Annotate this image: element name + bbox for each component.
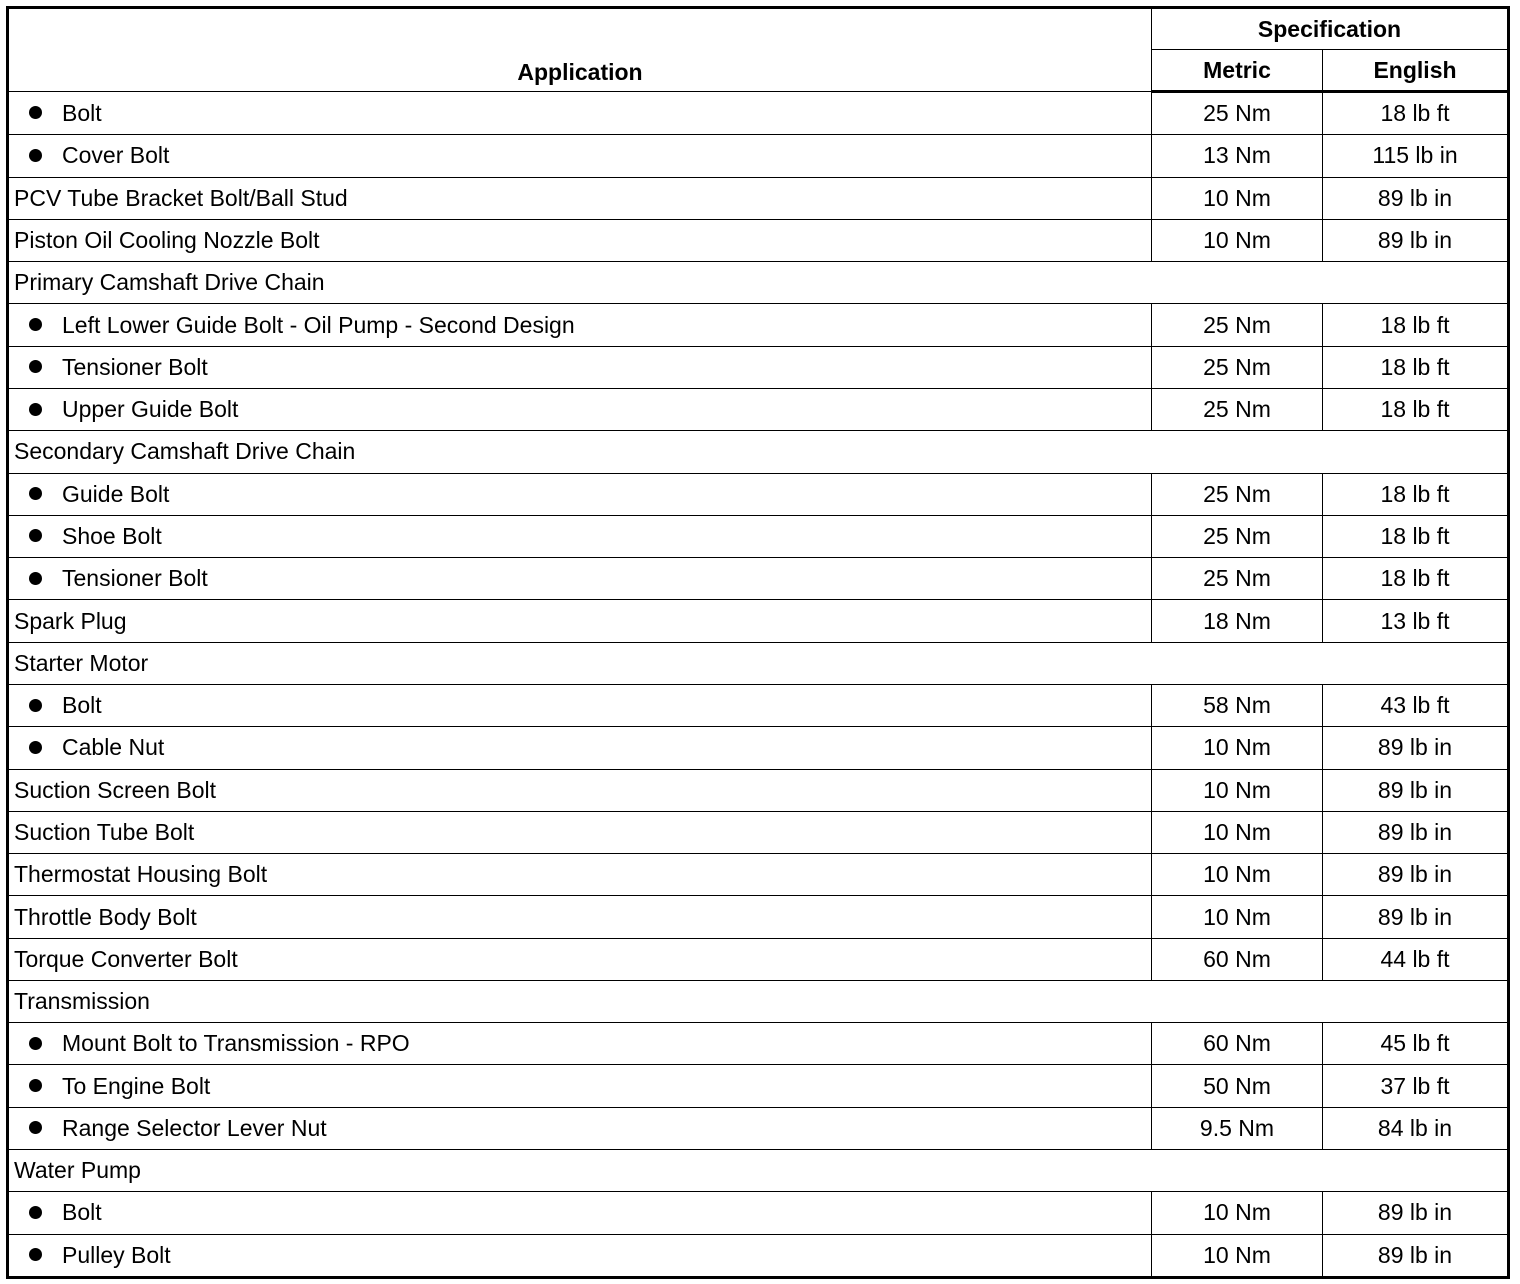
metric-value: 10 Nm — [1152, 769, 1323, 811]
metric-value: 10 Nm — [1152, 1192, 1323, 1234]
group-row — [8, 642, 1509, 684]
application-label: Suction Screen Bolt — [14, 776, 217, 803]
table-row — [8, 346, 1509, 388]
english-value: 89 lb in — [1323, 811, 1509, 853]
application-label: Piston Oil Cooling Nozzle Bolt — [14, 227, 320, 253]
table-row — [8, 388, 1509, 430]
application-label: Throttle Body Bolt — [14, 903, 197, 930]
metric-value: 25 Nm — [1152, 304, 1323, 346]
table-row — [8, 727, 1509, 769]
application-cell — [8, 642, 1509, 684]
english-value: 18 lb ft — [1323, 388, 1509, 430]
application-cell — [8, 896, 1152, 938]
english-value: 89 lb in — [1323, 854, 1509, 896]
table-body — [8, 92, 1509, 1278]
table-row — [8, 473, 1509, 515]
bullet-icon — [29, 1079, 42, 1092]
english-value: 89 lb in — [1323, 1192, 1509, 1234]
english-value: 45 lb ft — [1323, 1023, 1509, 1065]
application-label: Suction Tube Bolt — [14, 818, 195, 845]
application-cell — [8, 262, 1509, 304]
bullet-icon — [29, 1121, 42, 1134]
application-cell — [8, 177, 1152, 219]
english-value: 84 lb in — [1323, 1107, 1509, 1149]
application-label: PCV Tube Bracket Bolt/Ball Stud — [14, 184, 348, 211]
english-value: 18 lb ft — [1323, 346, 1509, 388]
table-row — [8, 92, 1509, 135]
application-label: Tensioner Bolt — [62, 565, 208, 592]
bullet-icon — [29, 149, 42, 162]
group-row — [8, 431, 1509, 473]
table-row — [8, 1107, 1509, 1149]
application-cell — [8, 1150, 1509, 1192]
english-value: 44 lb ft — [1323, 938, 1509, 980]
metric-value: 50 Nm — [1152, 1065, 1323, 1107]
application-cell — [8, 684, 1152, 726]
metric-value: 25 Nm — [1152, 346, 1323, 388]
metric-value: 58 Nm — [1152, 684, 1323, 726]
application-cell — [8, 431, 1509, 473]
english-value: 89 lb in — [1323, 177, 1509, 219]
english-value: 37 lb ft — [1323, 1065, 1509, 1107]
application-cell — [8, 1234, 1152, 1277]
english-value: 89 lb in — [1323, 727, 1509, 769]
application-cell — [8, 600, 1152, 642]
table-row — [8, 1192, 1509, 1234]
english-value: 115 lb in — [1323, 135, 1509, 177]
metric-value: 25 Nm — [1152, 473, 1323, 515]
table-row — [8, 515, 1509, 557]
bullet-icon — [29, 403, 42, 416]
metric-value: 10 Nm — [1152, 854, 1323, 896]
metric-value: 10 Nm — [1152, 219, 1323, 261]
bullet-icon — [29, 572, 42, 585]
bullet-icon — [29, 360, 42, 373]
table-row — [8, 854, 1509, 896]
application-label: Spark Plug — [14, 607, 127, 634]
table-row — [8, 896, 1509, 938]
english-value: 89 lb in — [1323, 769, 1509, 811]
bullet-icon — [29, 487, 42, 500]
metric-value: 18 Nm — [1152, 600, 1323, 642]
application-header: Application — [8, 8, 1152, 92]
table-row — [8, 304, 1509, 346]
application-cell — [8, 219, 1152, 261]
application-cell — [8, 135, 1152, 177]
bullet-icon — [29, 741, 42, 754]
application-label: Starter Motor — [14, 649, 149, 676]
english-value: 89 lb in — [1323, 896, 1509, 938]
metric-value: 10 Nm — [1152, 1234, 1323, 1277]
bullet-icon — [29, 106, 42, 119]
application-label: Range Selector Lever Nut — [62, 1114, 327, 1141]
application-label: Transmission — [14, 988, 150, 1015]
table-row — [8, 769, 1509, 811]
group-row — [8, 980, 1509, 1022]
table-row — [8, 938, 1509, 980]
metric-value: 25 Nm — [1152, 388, 1323, 430]
bullet-icon — [29, 1037, 42, 1050]
english-value: 18 lb ft — [1323, 304, 1509, 346]
english-value: 18 lb ft — [1323, 515, 1509, 557]
table-row — [8, 558, 1509, 600]
application-cell — [8, 769, 1152, 811]
application-label: Shoe Bolt — [62, 522, 162, 549]
application-cell — [8, 473, 1152, 515]
application-cell — [8, 388, 1152, 430]
table-row — [8, 1065, 1509, 1107]
metric-value: 10 Nm — [1152, 896, 1323, 938]
application-cell — [8, 854, 1152, 896]
metric-value: 25 Nm — [1152, 515, 1323, 557]
application-cell — [8, 811, 1152, 853]
application-label: Primary Camshaft Drive Chain — [14, 269, 325, 296]
bullet-icon — [29, 699, 42, 712]
metric-value: 60 Nm — [1152, 1023, 1323, 1065]
application-cell — [8, 346, 1152, 388]
table-row — [8, 684, 1509, 726]
application-cell — [8, 1192, 1152, 1234]
application-label: Cable Nut — [62, 734, 165, 761]
metric-value: 10 Nm — [1152, 177, 1323, 219]
metric-value: 60 Nm — [1152, 938, 1323, 980]
metric-value: 25 Nm — [1152, 558, 1323, 600]
application-label: Secondary Camshaft Drive Chain — [14, 438, 356, 465]
english-value: 89 lb in — [1323, 219, 1509, 261]
application-label: Left Lower Guide Bolt - Oil Pump - Second Design — [62, 311, 575, 338]
metric-value: 10 Nm — [1152, 727, 1323, 769]
english-value: 13 lb ft — [1323, 600, 1509, 642]
torque-spec-table — [6, 6, 1510, 1279]
table-row — [8, 600, 1509, 642]
application-label: Bolt — [62, 99, 102, 126]
application-label: Cover Bolt — [62, 142, 170, 169]
application-label: Pulley Bolt — [62, 1241, 171, 1268]
table-row — [8, 811, 1509, 853]
application-cell — [8, 558, 1152, 600]
application-label: Mount Bolt to Transmission - RPO — [62, 1030, 410, 1057]
bullet-icon — [29, 1248, 42, 1261]
table-row — [8, 219, 1509, 261]
metric-value: 9.5 Nm — [1152, 1107, 1323, 1149]
application-label: Tensioner Bolt — [62, 353, 208, 380]
application-label: Guide Bolt — [62, 480, 170, 507]
english-value: 18 lb ft — [1323, 473, 1509, 515]
application-cell — [8, 938, 1152, 980]
application-cell — [8, 1023, 1152, 1065]
metric-header: Metric — [1152, 50, 1323, 92]
application-cell — [8, 727, 1152, 769]
bullet-icon — [29, 1206, 42, 1219]
table-row — [8, 1023, 1509, 1065]
application-cell — [8, 515, 1152, 557]
application-label: Torque Converter Bolt — [14, 945, 238, 972]
application-label: To Engine Bolt — [62, 1072, 211, 1099]
application-cell — [8, 92, 1152, 135]
application-label: Upper Guide Bolt — [62, 396, 239, 423]
application-cell — [8, 304, 1152, 346]
bullet-icon — [29, 529, 42, 542]
application-label: Bolt — [62, 692, 102, 719]
english-value: 18 lb ft — [1323, 92, 1509, 135]
english-value: 89 lb in — [1323, 1234, 1509, 1277]
group-row — [8, 1150, 1509, 1192]
english-value: 43 lb ft — [1323, 684, 1509, 726]
group-row — [8, 262, 1509, 304]
english-value: 18 lb ft — [1323, 558, 1509, 600]
metric-value: 10 Nm — [1152, 811, 1323, 853]
table-row — [8, 1234, 1509, 1277]
application-label: Bolt — [62, 1199, 102, 1226]
application-label: Thermostat Housing Bolt — [14, 861, 268, 888]
english-header: English — [1323, 50, 1509, 92]
table-row — [8, 177, 1509, 219]
metric-value: 13 Nm — [1152, 135, 1323, 177]
application-cell — [8, 1107, 1152, 1149]
bullet-icon — [29, 318, 42, 331]
specification-header: Specification — [1152, 8, 1509, 50]
application-label: Water Pump — [14, 1157, 141, 1184]
application-cell — [8, 980, 1509, 1022]
table-row — [8, 135, 1509, 177]
application-cell — [8, 1065, 1152, 1107]
metric-value: 25 Nm — [1152, 92, 1323, 135]
